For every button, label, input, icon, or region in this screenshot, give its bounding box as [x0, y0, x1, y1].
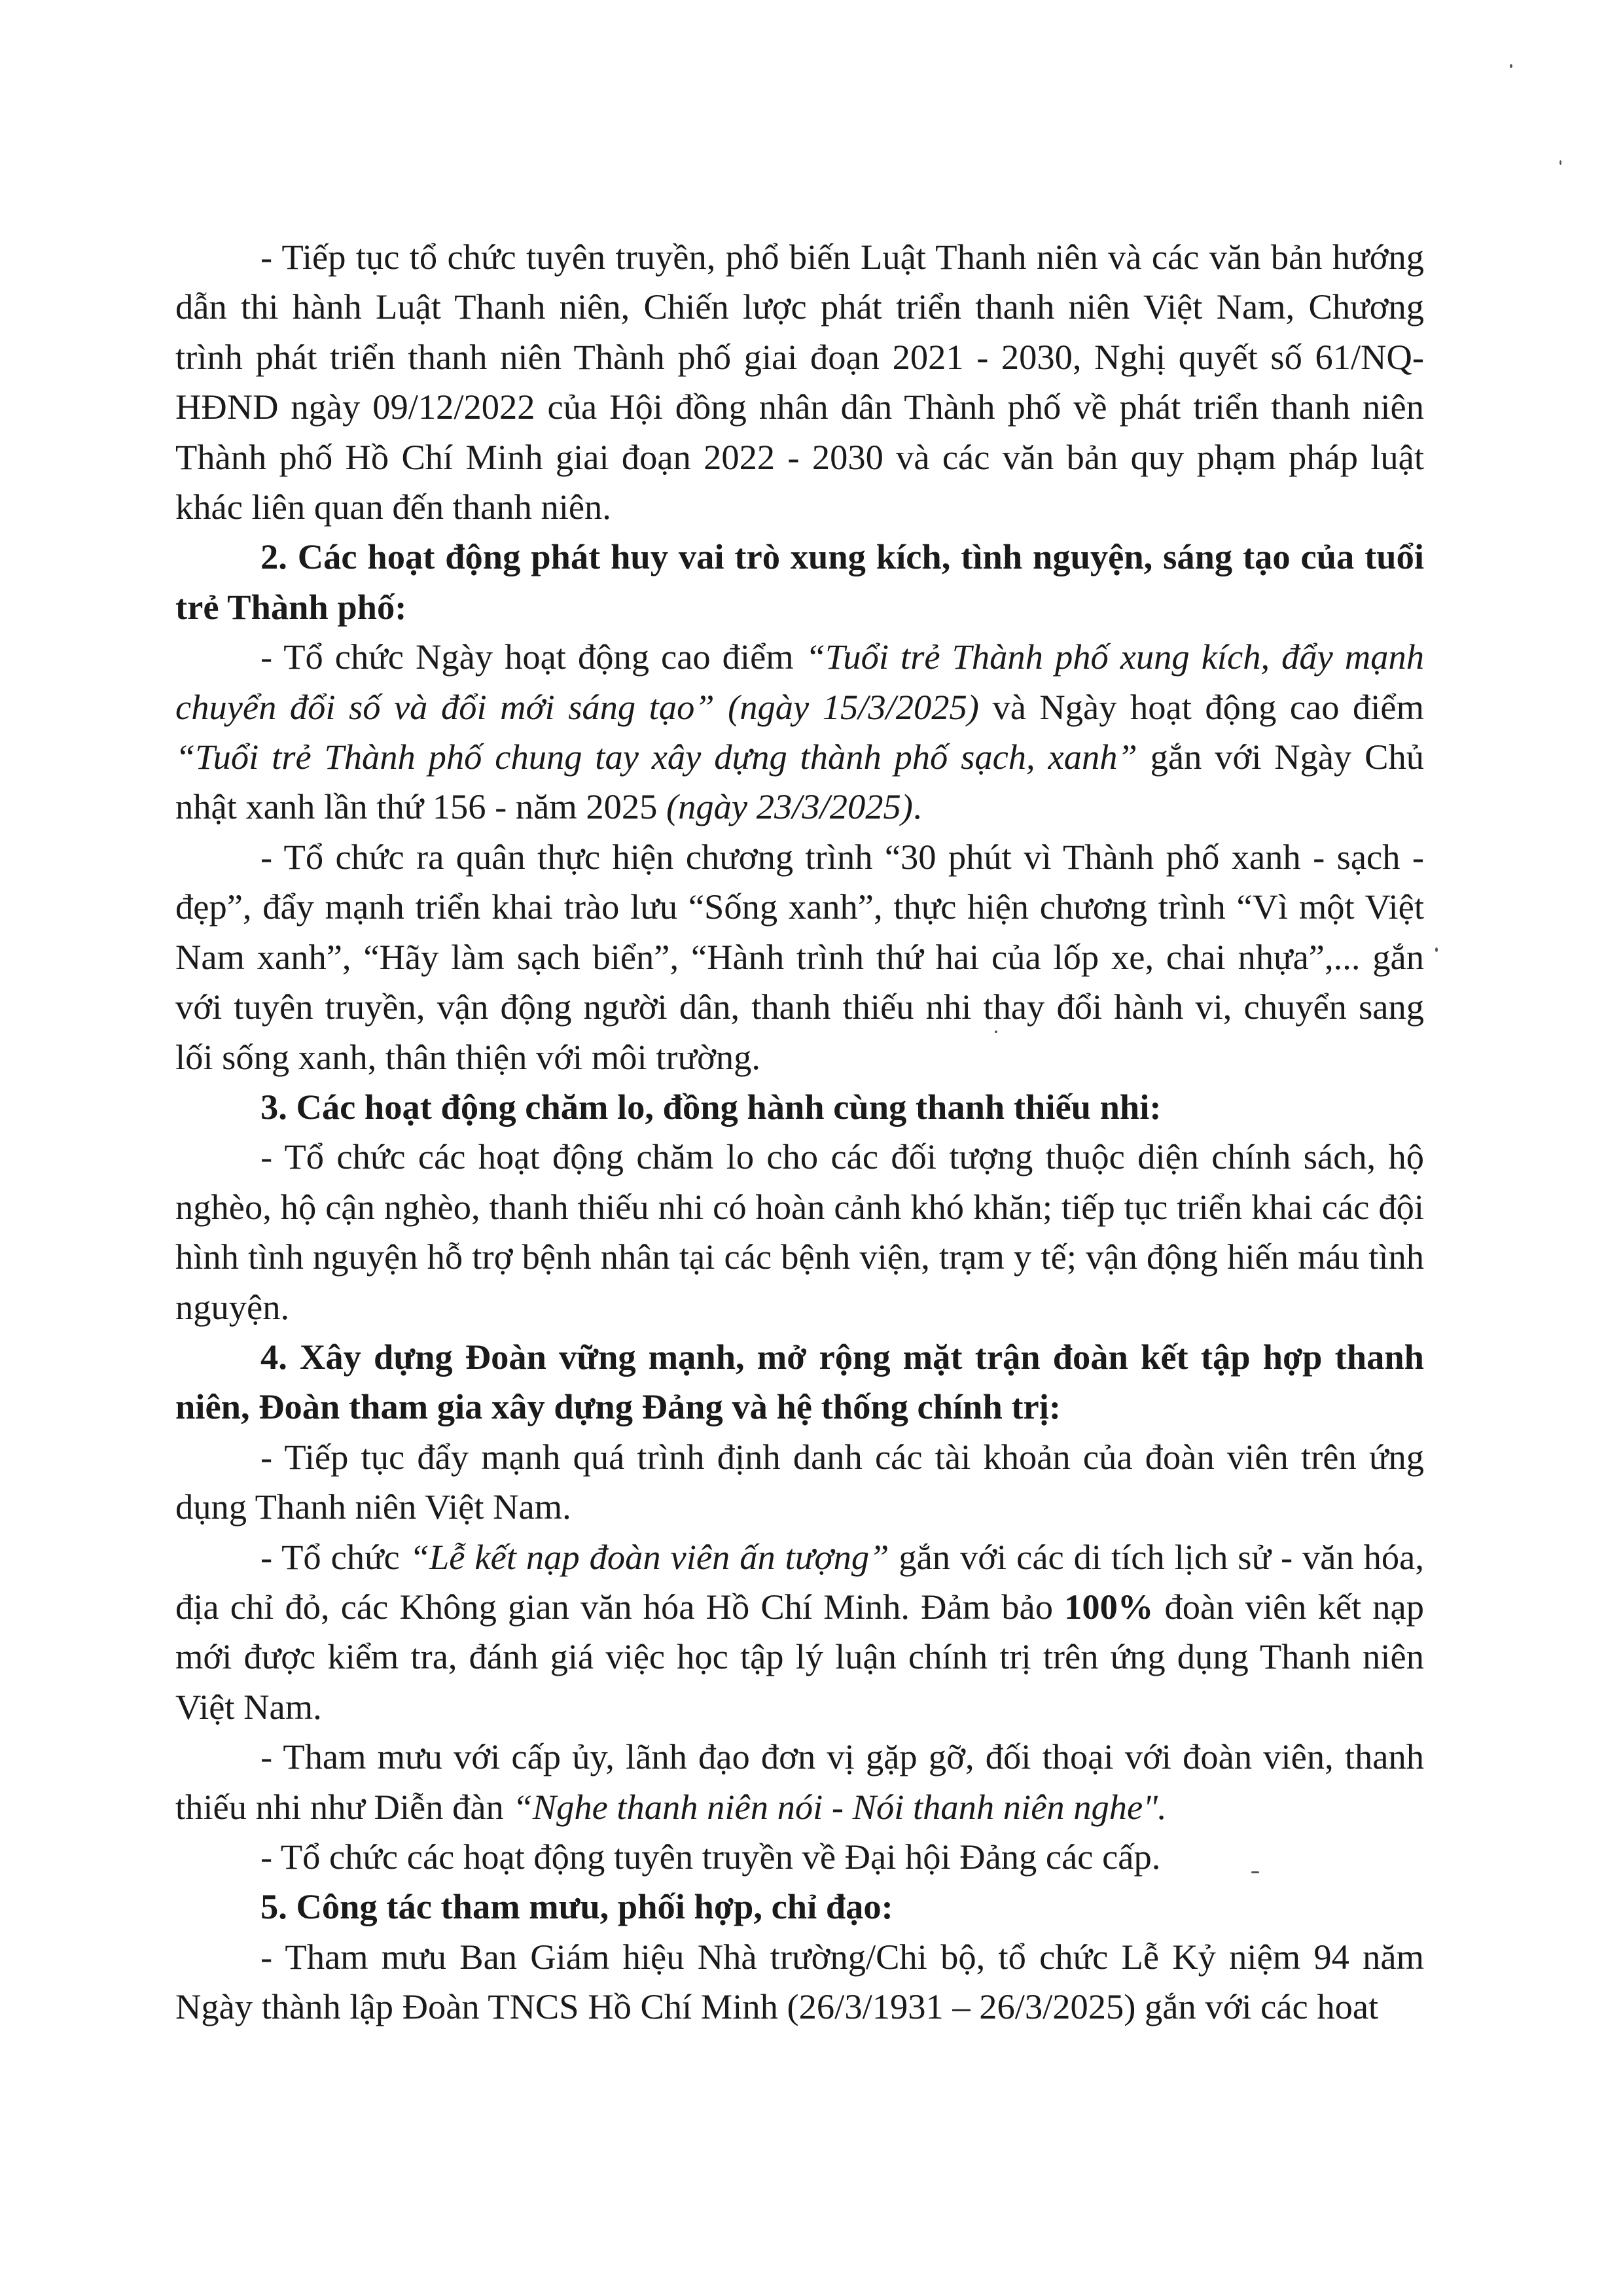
italic-text: “Tuổi trẻ Thành phố xung kích, đẩy mạnh chuyển đổi số và đổi mới sáng tạo” (ngày 15/3/2025) [175, 637, 1424, 727]
text-run: - Tiếp tục đẩy mạnh quá trình định danh các tài khoản của đoàn viên trên ứng dụng Thanh niên Việt Nam. [175, 1436, 1424, 1527]
italic-text: “Lễ kết nạp đoàn viên ấn tượng” [409, 1536, 889, 1577]
section-heading [175, 1332, 1424, 1432]
text-run: và Ngày hoạt động cao điểm [978, 686, 1424, 727]
bullet-paragraph [175, 632, 1424, 832]
bullet-paragraph [175, 1732, 1424, 1832]
document-body [175, 232, 1424, 2032]
text-run: - Tổ chức các hoạt động tuyên truyền về Đại hội Đảng các cấp. [260, 1837, 1161, 1877]
bullet-paragraph [175, 1932, 1424, 2032]
text-run: - Tham mưu Ban Giám hiệu Nhà trường/Chi bộ, tổ chức Lễ Kỷ niệm 94 năm Ngày thành lập Đoàn TNCS Hồ Chí Minh (26/3/1931 – 26/3/2025) gắn với các hoat [175, 1936, 1424, 2027]
text-run: - Tổ chức các hoạt động chăm lo cho các đối tượng thuộc diện chính sách, hộ nghèo, hộ cận nghèo, thanh thiếu nhi có hoàn cảnh khó khăn; tiếp tục triển khai các đội hình tình nguyện hỗ trợ bệnh nhân tại các bệnh viện, trạm y tế; vận động hiến máu tình nguyện. [175, 1137, 1424, 1327]
scan-speck [1510, 64, 1512, 68]
scan-speck [995, 1031, 997, 1033]
bold-text: 100% [1064, 1586, 1154, 1627]
italic-text: “Nghe thanh niên nói - Nói thanh niên nghe". [512, 1786, 1167, 1827]
italic-text: (ngày 23/3/2025) [666, 786, 913, 827]
section-heading [175, 1882, 1424, 1932]
scan-speck [1435, 947, 1438, 952]
text-run: 4. Xây dựng Đoàn vững mạnh, mở rộng mặt trận đoàn kết tập hợp thanh niên, Đoàn tham gia xây dựng Đảng và hệ thống chính trị: [175, 1336, 1424, 1427]
text-run: 3. Các hoạt động chăm lo, đồng hành cùng thanh thiếu nhi: [260, 1086, 1162, 1127]
text-run: 2. Các hoạt động phát huy vai trò xung kích, tình nguyện, sáng tạo của tuổi trẻ Thành phố: [175, 537, 1424, 627]
scan-speck [1251, 1871, 1259, 1873]
text-run: gắn với Ngày Chủ nhật xanh lần thứ 156 - năm 2025 [175, 737, 1424, 827]
text-run: - Tiếp tục tổ chức tuyên truyền, phổ biến Luật Thanh niên và các văn bản hướng dẫn thi hành Luật Thanh niên, Chiến lược phát triển thanh niên Việt Nam, Chương trình phát triển thanh niên Thành phố giai đoạn 2021 - 2030, Nghị quyết số 61/NQ-HĐND ngày 09/12/2022 của Hội đồng nhân dân Thành phố về phát triển thanh niên Thành phố Hồ Chí Minh giai đoạn 2022 - 2030 và các văn bản quy phạm pháp luật khác liên quan đến thanh niên. [175, 237, 1424, 527]
section-heading [175, 1082, 1424, 1132]
bullet-paragraph [175, 832, 1424, 1082]
bullet-paragraph [175, 1532, 1424, 1733]
text-run: đoàn viên kết nạp mới được kiểm tra, đánh giá việc học tập lý luận chính trị trên ứng dụng Thanh niên Việt Nam. [175, 1586, 1424, 1727]
bullet-paragraph [175, 232, 1424, 532]
text-run: - Tham mưu với cấp ủy, lãnh đạo đơn vị gặp gỡ, đối thoại với đoàn viên, thanh thiếu nhi như Diễn đàn [175, 1737, 1424, 1827]
text-run: 5. Công tác tham mưu, phối hợp, chỉ đạo: [260, 1886, 893, 1927]
text-run: - Tổ chức ra quân thực hiện chương trình “30 phút vì Thành phố xanh - sạch - đẹp”, đẩy mạnh triển khai trào lưu “Sống xanh”, thực hiện chương trình “Vì một Việt Nam xanh”, “Hãy làm sạch biển”, “Hành trình thứ hai của lốp xe, chai nhựa”,... gắn với tuyên truyền, vận động người dân, thanh thiếu nhi thay đổi hành vi, chuyển sang lối sống xanh, thân thiện với môi trường. [175, 836, 1424, 1077]
italic-text: “Tuổi trẻ Thành phố chung tay xây dựng thành phố sạch, xanh” [175, 737, 1137, 777]
text-run: gắn với các di tích lịch sử - văn hóa, địa chỉ đỏ, các Không gian văn hóa Hồ Chí Minh. Đảm bảo [175, 1536, 1424, 1627]
bullet-paragraph [175, 1132, 1424, 1332]
text-run: - Tổ chức [260, 1536, 410, 1577]
section-heading [175, 532, 1424, 632]
bullet-paragraph [175, 1432, 1424, 1532]
bullet-paragraph [175, 1832, 1424, 1882]
scan-speck [1560, 160, 1561, 165]
text-run: . [912, 786, 922, 827]
text-run: - Tổ chức Ngày hoạt động cao điểm [260, 637, 806, 677]
